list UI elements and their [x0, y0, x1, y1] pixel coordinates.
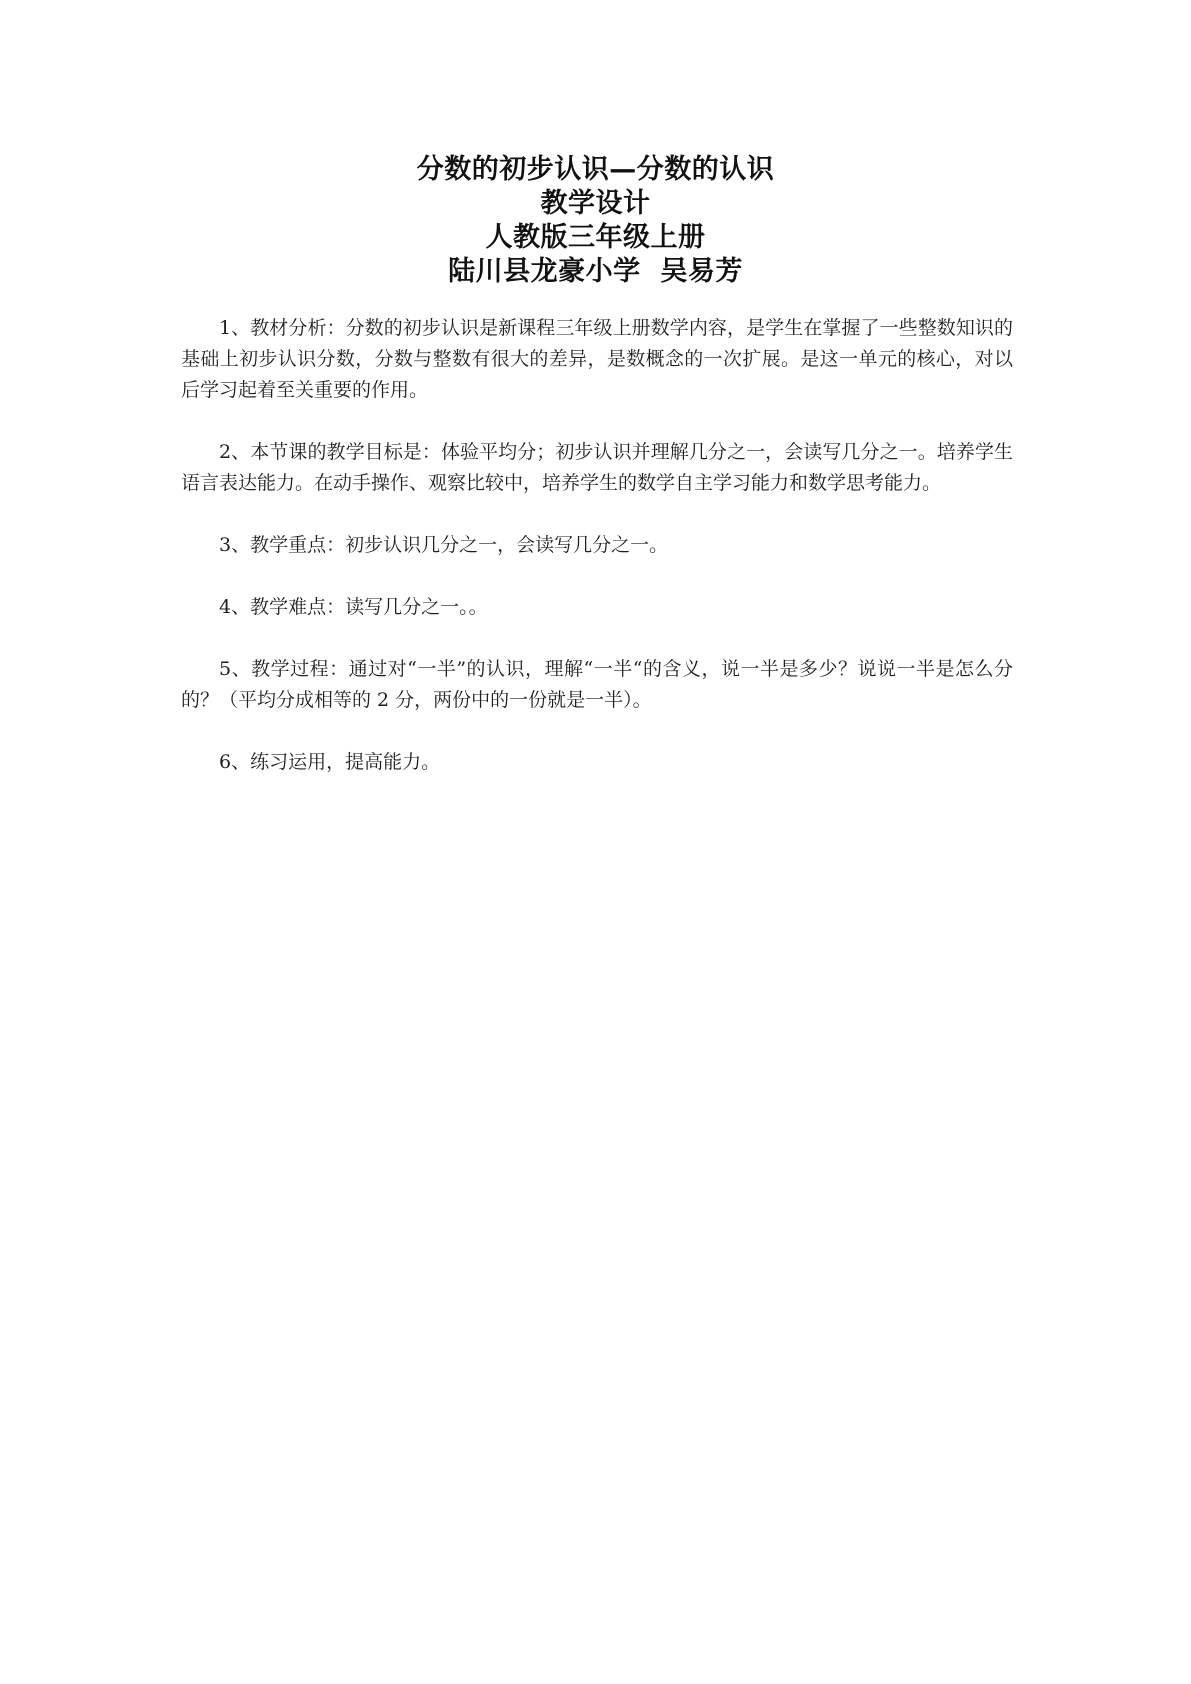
document-title-block [0, 153, 1191, 289]
paragraph-practice: 6、练习运用，提高能力。 [219, 751, 441, 773]
paragraph-textbook-analysis: 1、教材分析：分数的初步认识是新课程三年级上册数学内容，是学生在掌握了一些整数知识的基础上初步认识分数，分数与整数有很大的差异，是数概念的一次扩展。是这一单元的核心，对以后学习起着至关重要的作用。 [181, 317, 1013, 401]
paragraph-key-points: 3、教学重点：初步认识几分之一，会读写几分之一。 [219, 534, 669, 556]
document-title: 分数的初步认识—分数的认识 [416, 154, 775, 185]
textbook-edition: 人教版三年级上册 [485, 222, 706, 253]
author-line: 陆川县龙豪小学 吴易芳 [448, 256, 743, 287]
document-subtitle: 教学设计 [540, 188, 651, 219]
paragraph-teaching-goals: 2、本节课的教学目标是：体验平均分；初步认识并理解几分之一，会读写几分之一。培养学生语言表达能力。在动手操作、观察比较中，培养学生的数学自主学习能力和数学思考能力。 [181, 441, 1013, 494]
document-body [181, 313, 1013, 809]
paragraph-teaching-process: 5、教学过程：通过对“一半”的认识，理解“一半“的含义，说一半是多少？说说一半是怎么分的？（平均分成相等的 2 分，两份中的一份就是一半）。 [181, 658, 1013, 711]
paragraph-difficulties: 4、教学难点：读写几分之一。。 [219, 596, 488, 618]
